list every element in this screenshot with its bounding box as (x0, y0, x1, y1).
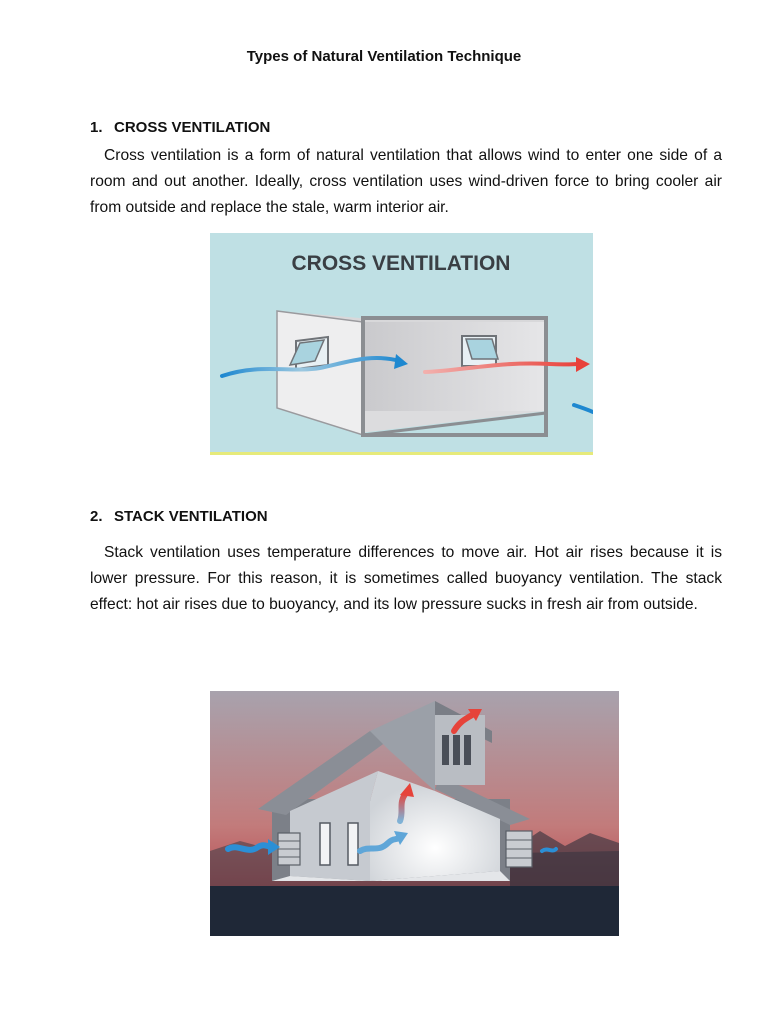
section-number: 1. (90, 119, 103, 136)
side-window-1 (320, 823, 330, 865)
side-window-2 (348, 823, 358, 865)
section-number: 2. (90, 508, 103, 525)
right-window-pane (466, 339, 498, 359)
cool-air-inflow-right-arrow (542, 849, 556, 851)
section-title: STACK VENTILATION (114, 508, 268, 525)
clerestory-vent-2 (453, 735, 460, 765)
ground (210, 886, 619, 936)
stack-ventilation-illustration (210, 691, 619, 936)
section-title: CROSS VENTILATION (114, 119, 271, 136)
stack-ventilation-figure (210, 691, 619, 936)
figure-caption: CROSS VENTILATION (291, 252, 511, 275)
cross-ventilation-illustration (210, 233, 593, 455)
section-heading-stack-ventilation (90, 508, 268, 525)
clerestory-vent-1 (442, 735, 449, 765)
stack-ventilation-paragraph: Stack ventilation uses temperature differences to move air. Hot air rises because it is lower pressure. For this reason, it is sometimes called buoyancy ventilation. The stack effect: hot air rises due to buoyancy, and its low pressure sucks in fresh air from outside. (90, 544, 722, 613)
cross-ventilation-paragraph: Cross ventilation is a form of natural ventilation that allows wind to enter one side of a room and out another. Ideally, cross ventilation uses wind-driven force to bring cooler air from outside and replace the stale, warm interior air. (90, 147, 722, 216)
figure-bottom-edge (210, 452, 593, 455)
clerestory-vent-3 (464, 735, 471, 765)
section-heading-cross-ventilation (90, 119, 270, 136)
cross-ventilation-figure (210, 233, 593, 455)
document-title: Types of Natural Ventilation Technique (246, 48, 522, 65)
